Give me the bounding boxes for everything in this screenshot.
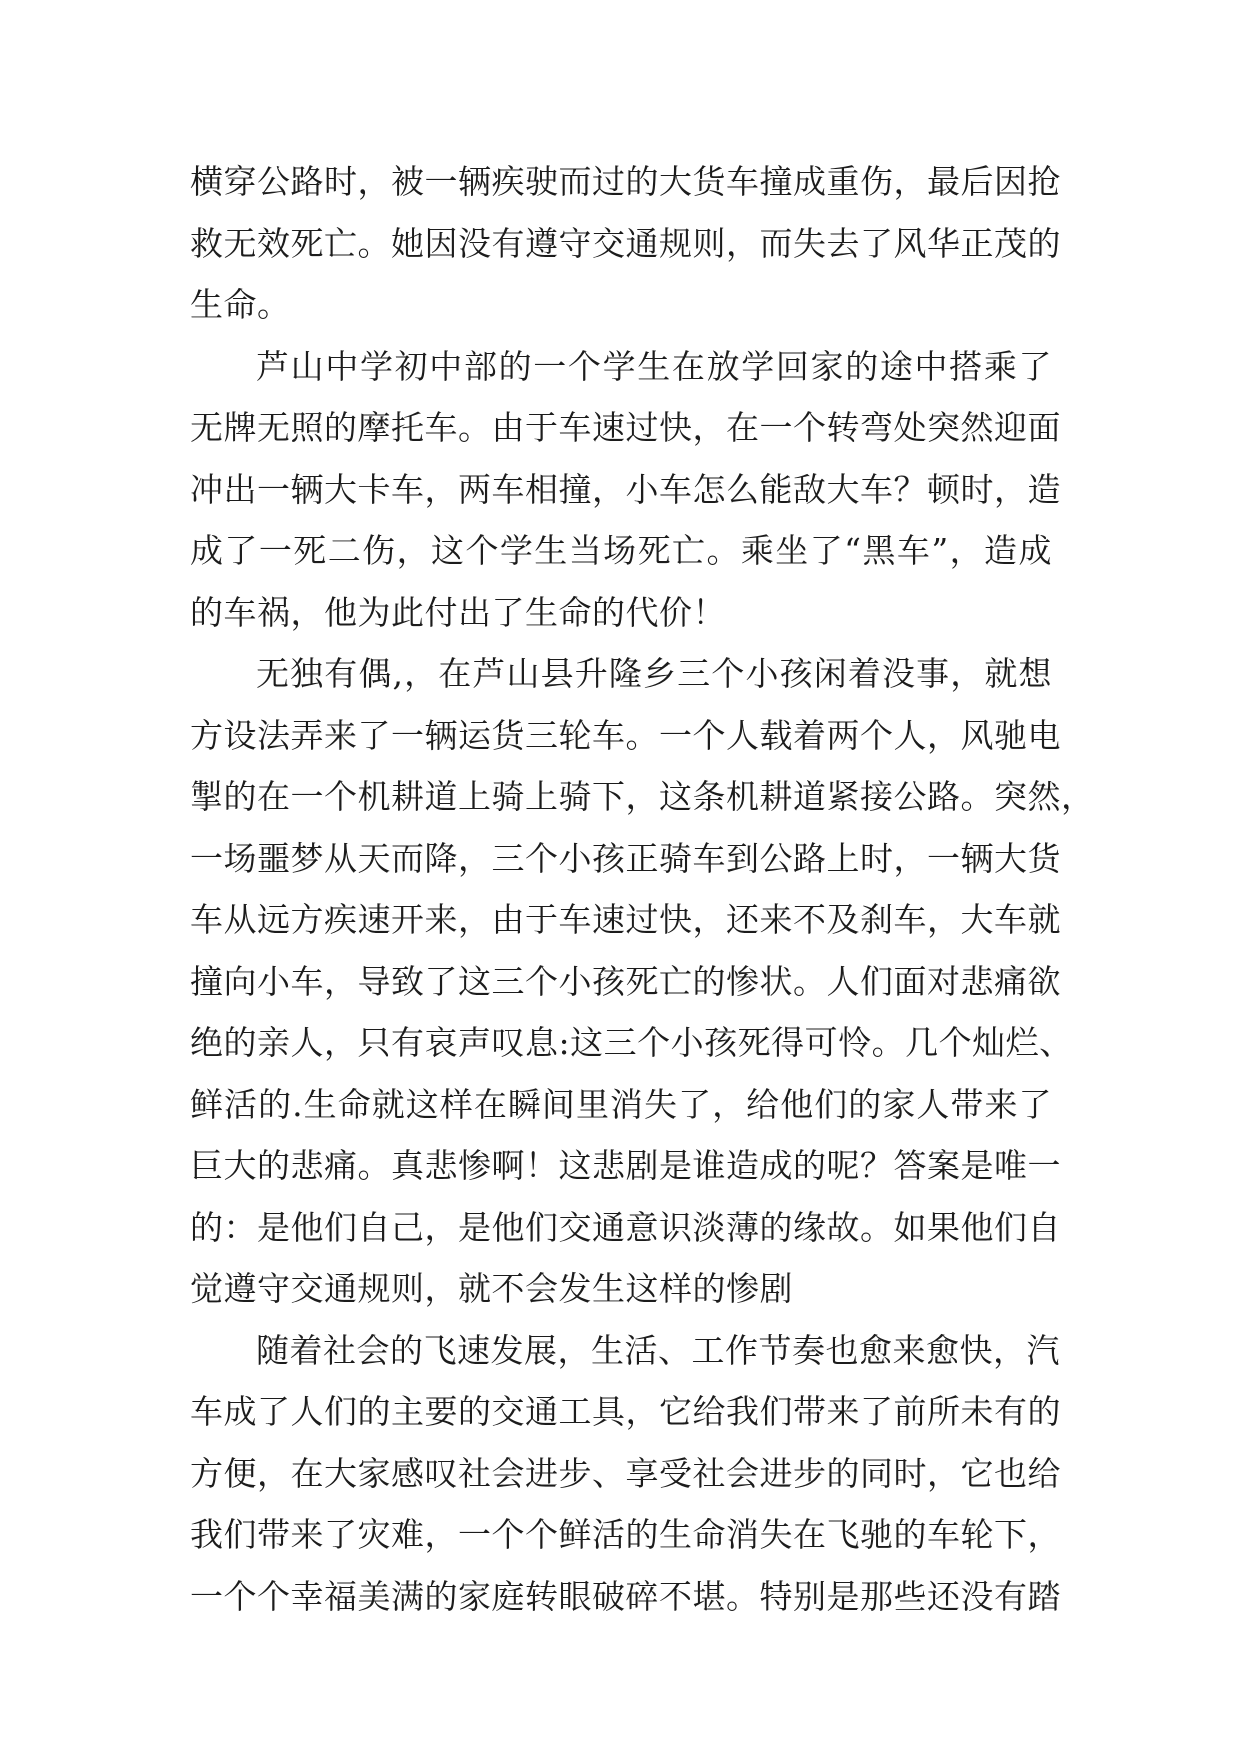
text-line: 掣的在一个机耕道上骑上骑下，这条机耕道紧接公路。突然， xyxy=(190,777,1095,816)
text-line: 无独有偶,，在芦山县升隆乡三个小孩闲着没事，就想 xyxy=(256,654,1052,693)
text-line: 冲出一辆大卡车，两车相撞，小车怎么能敌大车？顿时，造 xyxy=(190,469,1061,509)
text-line: 方设法弄来了一辆运货三轮车。一个人载着两个人，风驰电 xyxy=(190,715,1061,755)
text-line: 巨大的悲痛。真悲惨啊！这悲剧是谁造成的呢？答案是唯一 xyxy=(190,1146,1061,1185)
text-line: 方便，在大家感叹社会进步、享受社会进步的同时，它也给 xyxy=(190,1453,1061,1493)
text-line: 鲜活的.生命就这样在瞬间里消失了，给他们的家人带来了 xyxy=(190,1084,1052,1124)
paragraph xyxy=(190,1320,1061,1628)
text-line: 生命。 xyxy=(190,285,291,324)
paragraph xyxy=(190,643,1095,1320)
paragraph xyxy=(190,151,1061,336)
text-line: 成了一死二伤，这个学生当场死亡。乘坐了“黑车”，造成 xyxy=(190,531,1052,570)
text-line: 一场噩梦从天而降，三个小孩正骑车到公路上时，一辆大货 xyxy=(190,838,1061,878)
paragraph xyxy=(190,336,1061,644)
text-line: 我们带来了灾难，一个个鲜活的生命消失在飞驰的车轮下， xyxy=(190,1515,1061,1554)
text-line: 救无效死亡。她因没有遵守交通规则，而失去了风华正茂的 xyxy=(190,223,1061,263)
text-line: 随着社会的飞速发展，生活、工作节奏也愈来愈快，汽 xyxy=(256,1330,1060,1370)
text-line: 的：是他们自己，是他们交通意识淡薄的缘故。如果他们自 xyxy=(190,1207,1061,1247)
text-line: 绝的亲人，只有哀声叹息:这三个小孩死得可怜。几个灿烂、 xyxy=(190,1023,1073,1062)
text-line: 车成了人们的主要的交通工具，它给我们带来了前所未有的 xyxy=(190,1392,1061,1431)
text-line: 车从远方疾速开来，由于车速过快，还来不及刹车，大车就 xyxy=(190,900,1061,939)
text-line: 一个个幸福美满的家庭转眼破碎不堪。特别是那些还没有踏 xyxy=(190,1576,1061,1616)
text-line: 撞向小车，导致了这三个小孩死亡的惨状。人们面对悲痛欲 xyxy=(190,961,1061,1001)
body-text xyxy=(190,151,1095,1627)
text-line: 无牌无照的摩托车。由于车速过快，在一个转弯处突然迎面 xyxy=(190,408,1061,447)
text-line: 的车祸，他为此付出了生命的代价！ xyxy=(190,592,726,632)
text-line: 觉遵守交通规则，就不会发生这样的惨剧 xyxy=(190,1269,793,1308)
text-line: 横穿公路时，被一辆疾驶而过的大货车撞成重伤，最后因抢 xyxy=(190,162,1061,201)
text-line: 芦山中学初中部的一个学生在放学回家的途中搭乘了 xyxy=(256,346,1052,386)
